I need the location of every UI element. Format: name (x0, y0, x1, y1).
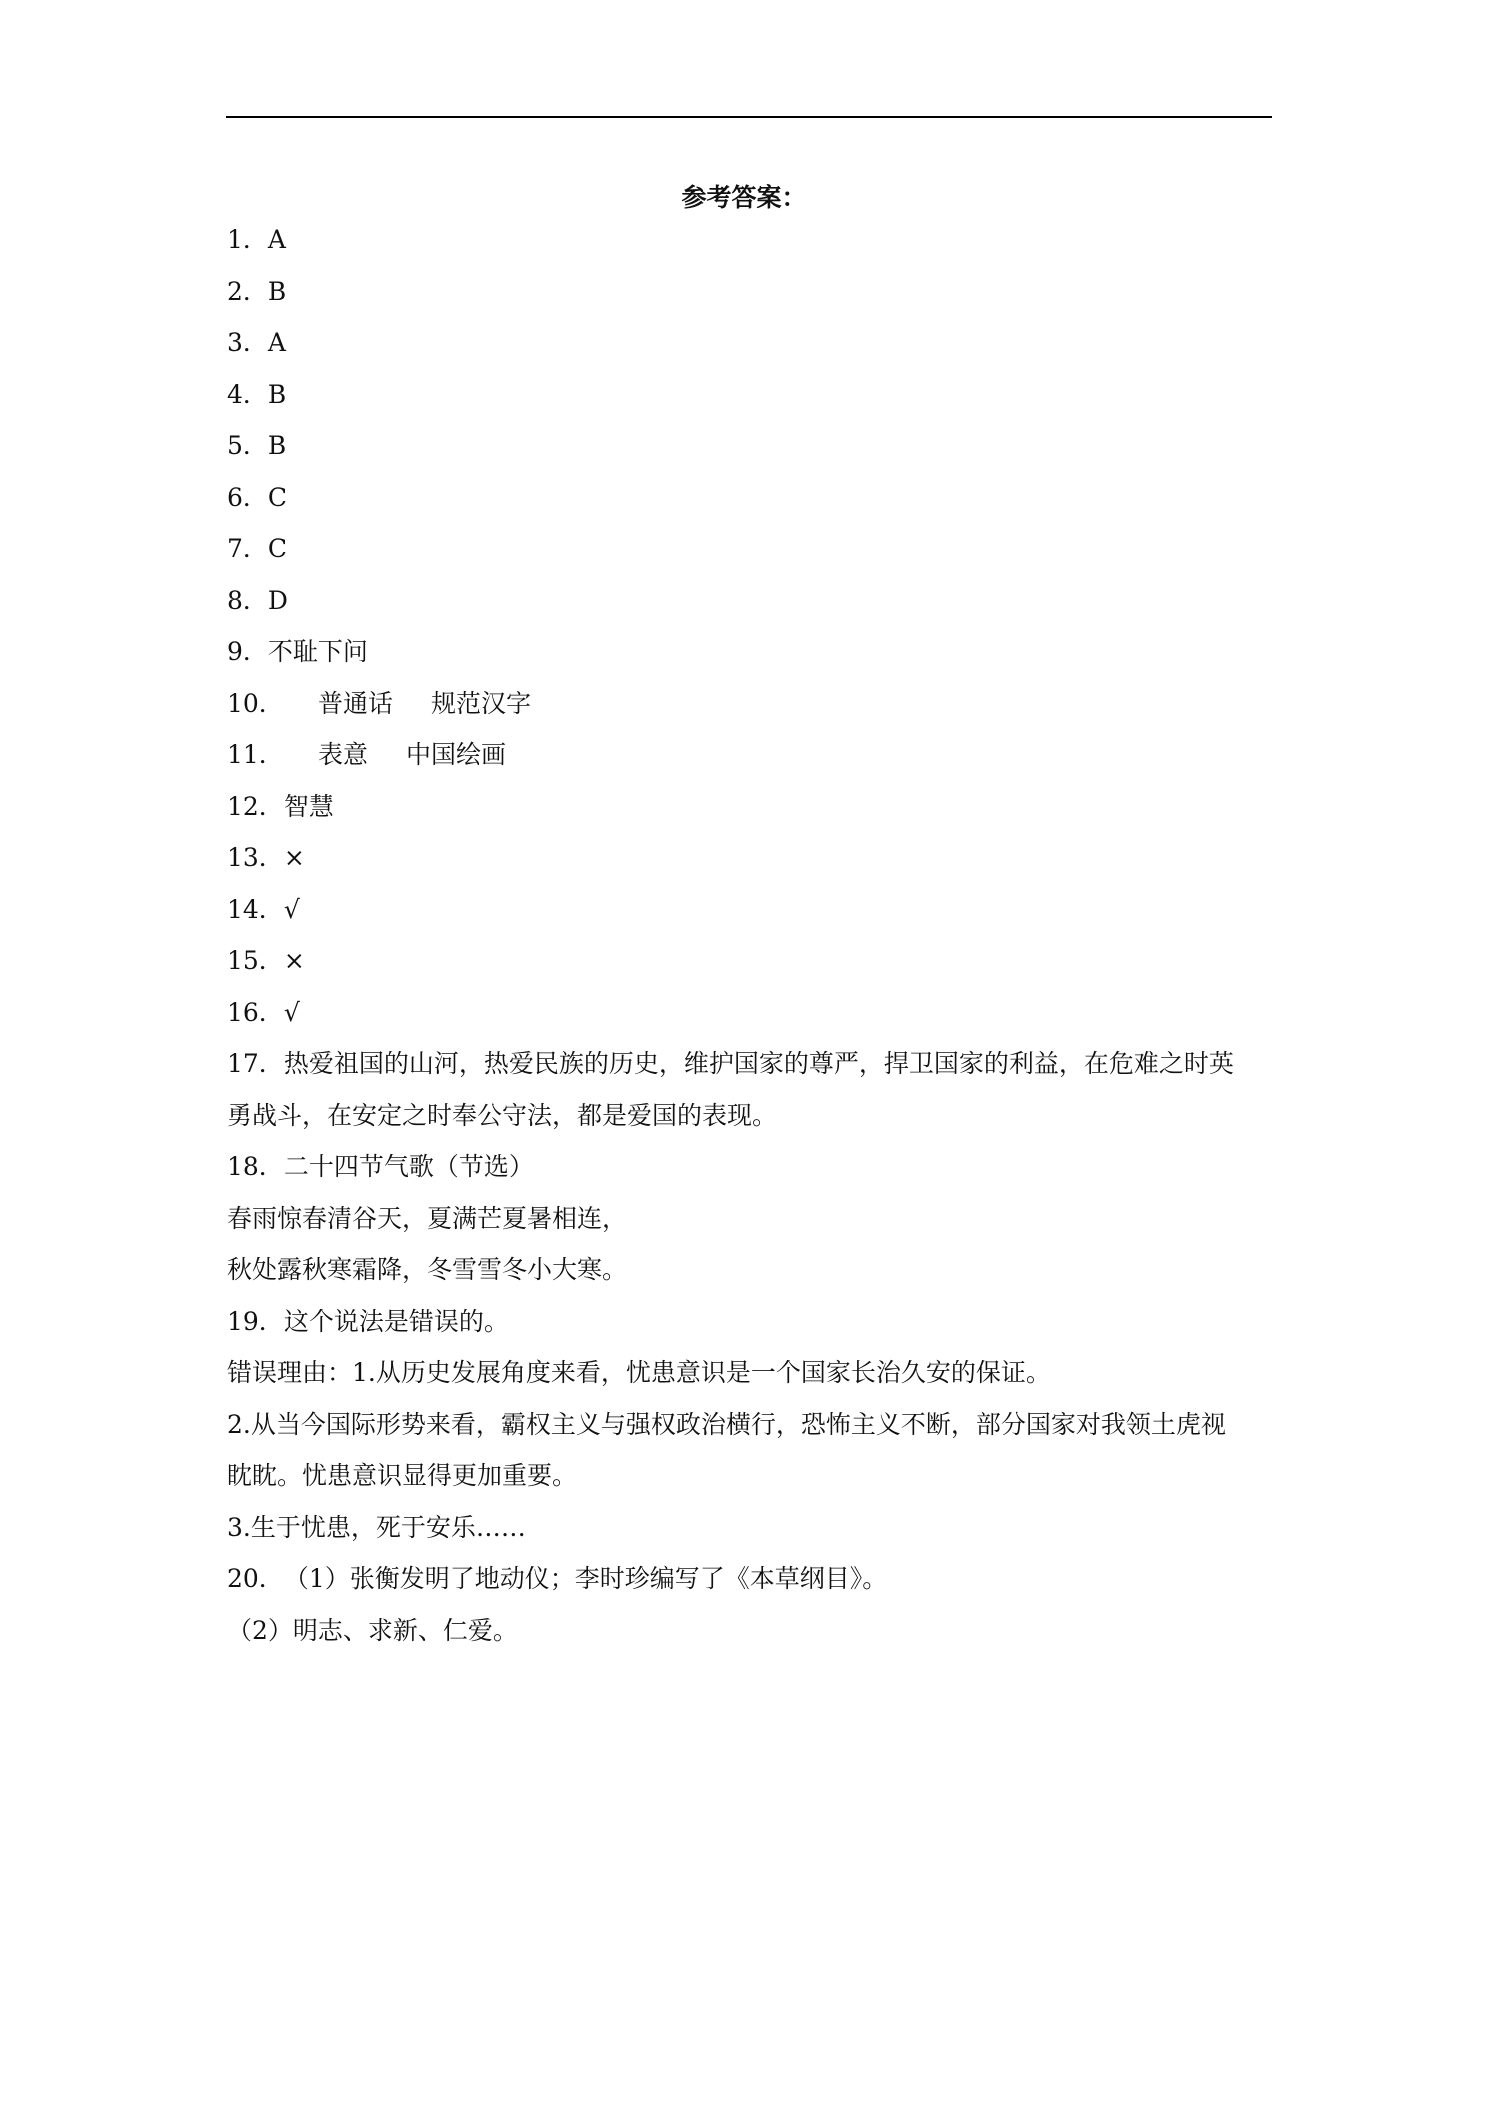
answer-1 (227, 214, 1273, 266)
answer-18 (227, 1141, 1273, 1193)
answer-6 (227, 472, 1273, 524)
answer-number: 4． (227, 379, 268, 409)
answer-5 (227, 420, 1273, 472)
answer-3 (227, 317, 1273, 369)
answer-7 (227, 523, 1273, 575)
answer-number: 10． (227, 688, 284, 718)
answer-number: 1． (227, 225, 268, 254)
answer-blank-1: 普通话 (318, 688, 394, 718)
header-rule (226, 116, 1272, 118)
answer-text: B (267, 276, 287, 306)
answer-14 (227, 884, 1273, 936)
answer-2 (227, 266, 1273, 318)
answer-16 (227, 987, 1273, 1039)
answer-15 (227, 935, 1273, 987)
answer-19-cont (227, 1450, 1273, 1502)
answer-text: C (267, 534, 288, 563)
answer-number: 18． (227, 1152, 284, 1181)
answer-list (227, 214, 1273, 1656)
answer-text-line: 二十四节气歌（节选） (283, 1152, 534, 1181)
answer-number: 13． (227, 843, 284, 872)
answer-text: B (267, 431, 287, 460)
answer-text: C (267, 482, 288, 512)
answer-text-line: （1）张衡发明了地动仪；李时珍编写了《本草纲目》。 (283, 1564, 888, 1593)
answer-number: 20． (227, 1564, 284, 1593)
answer-20 (227, 1553, 1273, 1605)
answer-text-line: 春雨惊春清谷天，夏满芒夏暑相连， (227, 1203, 628, 1233)
answer-number: 12． (227, 791, 284, 821)
answer-17 (227, 1038, 1273, 1090)
answer-text-line: 热爱祖国的山河，热爱民族的历史，维护国家的尊严，捍卫国家的利益，在危难之时英 (283, 1049, 1234, 1078)
answer-number: 19． (227, 1306, 284, 1336)
answer-19-cont (227, 1399, 1273, 1451)
answer-8 (227, 575, 1273, 627)
answer-11 (227, 729, 1273, 781)
answer-text: × (283, 946, 305, 975)
answer-text: 智慧 (283, 791, 334, 821)
answer-text: D (267, 585, 288, 615)
answer-20-cont (227, 1605, 1273, 1657)
answer-number: 17． (227, 1049, 284, 1078)
answer-blank-2: 规范汉字 (431, 688, 532, 718)
answer-number: 15． (227, 946, 284, 975)
answer-text: 不耻下问 (267, 637, 368, 666)
answer-12 (227, 781, 1273, 833)
answer-number: 8． (227, 585, 268, 615)
answer-number: 9． (227, 637, 268, 666)
answer-text: B (267, 379, 287, 409)
answer-blank-2: 中国绘画 (406, 740, 507, 769)
answer-13 (227, 832, 1273, 884)
answer-number: 7． (227, 534, 268, 563)
answer-9 (227, 626, 1273, 678)
answer-19 (227, 1296, 1273, 1348)
answer-text: A (267, 225, 286, 254)
answer-text: √ (283, 894, 300, 924)
answer-19-cont (227, 1502, 1273, 1554)
answer-blank-1: 表意 (318, 740, 369, 769)
answer-text-line: 眈眈。忧患意识显得更加重要。 (227, 1461, 578, 1490)
answer-number: 3． (227, 328, 268, 357)
answer-text-line: 秋处露秋寒霜降，冬雪雪冬小大寒。 (227, 1255, 628, 1284)
answer-number: 16． (227, 997, 284, 1027)
answer-19-cont (227, 1347, 1273, 1399)
answer-text-line: 2.从当今国际形势来看，霸权主义与强权政治横行，恐怖主义不断，部分国家对我领土虎视 (227, 1409, 1226, 1439)
page-title: 参考答案： (681, 183, 807, 212)
answer-text-line: 错误理由：1.从历史发展角度来看，忧患意识是一个国家长治久安的保证。 (227, 1358, 1051, 1387)
answer-10 (227, 678, 1273, 730)
answer-text: √ (283, 997, 300, 1027)
answer-number: 2． (227, 276, 268, 306)
answer-4 (227, 369, 1273, 421)
answer-number: 5． (227, 431, 268, 460)
answer-number: 14． (227, 894, 284, 924)
answer-number: 6． (227, 482, 268, 512)
answer-text: × (283, 843, 305, 872)
answer-18-cont (227, 1193, 1273, 1245)
answer-text-line: 3.生于忧患，死于安乐…… (227, 1512, 526, 1542)
answer-text-line: （2）明志、求新、仁爱。 (227, 1615, 518, 1645)
answer-text-line: 这个说法是错误的。 (283, 1306, 509, 1336)
answer-number: 11． (227, 740, 284, 769)
answer-18-cont (227, 1244, 1273, 1296)
answer-text: A (267, 328, 286, 357)
answer-text-line: 勇战斗，在安定之时奉公守法，都是爱国的表现。 (227, 1100, 778, 1130)
answer-17-cont (227, 1090, 1273, 1142)
